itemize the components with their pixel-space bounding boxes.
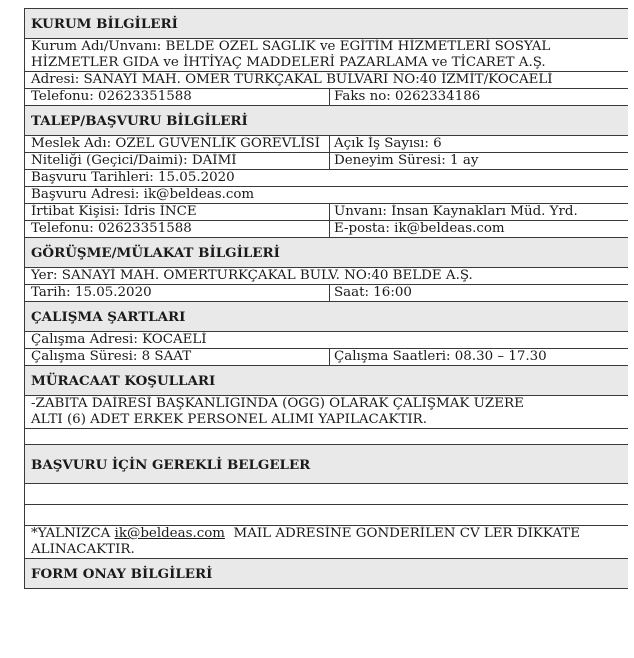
talep-meslek: Meslek Adı: ÖZEL GÜVENLİK GÖREVLİSİ xyxy=(25,136,330,153)
talep-telefon: Telefonu: 02623351588 xyxy=(25,221,330,238)
talep-niteligi: Niteliği (Geçici/Daimi): DAİMİ xyxy=(25,153,330,170)
belgeler-note-line2: ALINACAKTIR. xyxy=(31,542,135,557)
kurum-address: Adresi: SANAYİ MAH. ÖMER TÜRKÇAKAL BULVARI NO:40 İZMİT/KOCAELİ xyxy=(25,72,629,89)
belgeler-note-suffix: MAIL ADRESİNE GÖNDERİLEN CV LER DİKKATE xyxy=(224,526,581,541)
calisma-sure: Çalışma Süresi: 8 SAAT xyxy=(25,349,330,366)
belgeler-note-prefix: *YALNIZCA xyxy=(31,526,115,541)
belgeler-note-email[interactable]: ik@beldeas.com xyxy=(114,526,225,541)
kurum-fax: Faks no: 0262334186 xyxy=(330,89,629,106)
section-header-form-onay: FORM ONAY BİLGİLERİ xyxy=(25,559,629,589)
belgeler-note xyxy=(25,526,629,559)
kurum-name-line2: HİZMETLER GIDA ve İHTİYAÇ MADDELERİ PAZARLAMA ve TİCARET A.Ş. xyxy=(31,55,546,70)
gorusme-tarih: Tarih: 15.05.2020 xyxy=(25,285,330,302)
form-table xyxy=(24,8,628,589)
muracaat-blank-row xyxy=(25,429,629,445)
application-form xyxy=(24,8,628,658)
calisma-adres: Çalışma Adresi: KOCAELİ xyxy=(25,332,629,349)
muracaat-text xyxy=(25,396,629,429)
talep-adres: Başvuru Adresi: ik@beldeas.com xyxy=(25,187,629,204)
gorusme-yer: Yer: SANAYİ MAH. ÖMERTÜRKÇAKAL BULV. NO:40 BELDE A.Ş. xyxy=(25,268,629,285)
muracaat-line1: -ZABITA DAİRESİ BAŞKANLIĞINDA (ÖGG) OLARAK ÇALIŞMAK ÜZERE xyxy=(31,396,524,411)
section-header-muracaat: MÜRACAAT KOŞULLARI xyxy=(25,366,629,396)
belgeler-blank-row-1 xyxy=(25,484,629,505)
kurum-name xyxy=(25,39,629,72)
section-header-kurum: KURUM BİLGİLERİ xyxy=(25,9,629,39)
talep-tarih: Başvuru Tarihleri: 15.05.2020 xyxy=(25,170,629,187)
talep-unvan: Unvanı: İnsan Kaynakları Müd. Yrd. xyxy=(330,204,629,221)
kurum-phone: Telefonu: 02623351588 xyxy=(25,89,330,106)
talep-acik-is: Açık İş Sayısı: 6 xyxy=(330,136,629,153)
calisma-saatler: Çalışma Saatleri: 08.30 – 17.30 xyxy=(330,349,629,366)
kurum-name-line1: Kurum Adı/Unvanı: BELDE ÖZEL SAĞLIK ve EĞİTİM HİZMETLERİ SOSYAL xyxy=(31,39,551,54)
section-header-gorusme: GÖRÜŞME/MÜLAKAT BİLGİLERİ xyxy=(25,238,629,268)
talep-irtibat: İrtibat Kişisi: İdris İNCE xyxy=(25,204,330,221)
talep-eposta: E-posta: ik@beldeas.com xyxy=(330,221,629,238)
section-header-talep: TALEP/BAŞVURU BİLGİLERİ xyxy=(25,106,629,136)
belgeler-blank-row-2 xyxy=(25,505,629,526)
section-header-belgeler: BAŞVURU İÇİN GEREKLİ BELGELER xyxy=(25,445,629,484)
section-header-calisma: ÇALIŞMA ŞARTLARI xyxy=(25,302,629,332)
muracaat-line2: ALTI (6) ADET ERKEK PERSONEL ALIMI YAPILACAKTIR. xyxy=(31,412,428,427)
talep-deneyim: Deneyim Süresi: 1 ay xyxy=(330,153,629,170)
gorusme-saat: Saat: 16:00 xyxy=(330,285,629,302)
